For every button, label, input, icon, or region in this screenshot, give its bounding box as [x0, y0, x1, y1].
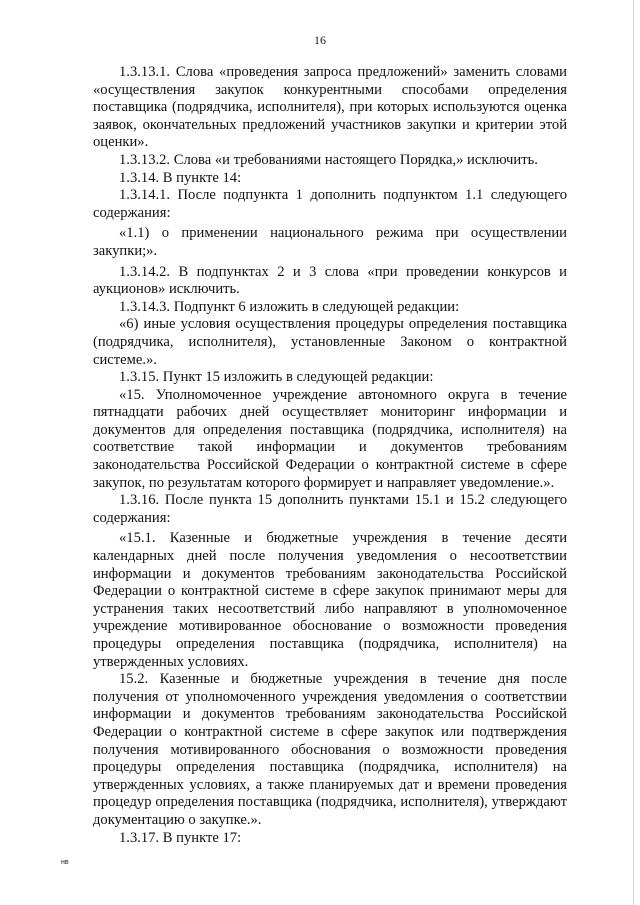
quoted-point-15: «15. Уполномоченное учреждение автономного округа в течение пятнадцати рабочих дней осуществляет мониторинг информации и документов для определения поставщика (подрядчика, исполнителя) на соответствие такой информации и документов требованиям законодательства Российской Федерации о контрактной системе в сфере закупок, по результатам которого формирует и направляет уведомление.». — [93, 386, 567, 491]
quoted-subpoint-6: «6) иные условия осуществления процедуры определения поставщика (подрядчика, исполнителя), установленные Законом о контрактной системе.». — [93, 316, 567, 368]
paragraph-1-3-14: 1.3.14. В пункте 14: — [119, 169, 242, 186]
quoted-point-15-1: «15.1. Казенные и бюджетные учреждения в течение десяти календарных дней после получения уведомления о несоответствии информации и документов требованиям законодательства Российской Федерации о контрактной системе в сфере закупок принимают меры для устранения таких несоответствий либо направляют в уполномоченное учреждение мотивированное обоснование о возможности проведения процедуры определения поставщика (подрядчика, исполнителя) на утвержденных условиях. — [93, 530, 567, 670]
paragraph-1-3-13-2: 1.3.13.2. Слова «и требованиями настоящего Порядка,» исключить. — [119, 151, 538, 168]
paragraph-1-3-14-1: 1.3.14.1. После подпункта 1 дополнить подпунктом 1.1 следующего содержания: — [93, 187, 567, 221]
page-number: 16 — [314, 33, 326, 47]
scan-edge-line — [633, 0, 634, 905]
paragraph-1-3-15: 1.3.15. Пункт 15 изложить в следующей редакции: — [119, 369, 434, 386]
paragraph-1-3-14-2: 1.3.14.2. В подпунктах 2 и 3 слова «при проведении конкурсов и аукционов» исключить. — [93, 263, 567, 298]
paragraph-1-3-17: 1.3.17. В пункте 17: — [119, 829, 242, 846]
quoted-point-15-2: 15.2. Казенные и бюджетные учреждения в течение дня после получения от уполномоченного учреждения уведомления о соответствии информации и документов требованиям законодательства Российской Федерации о контрактной системе в сфере закупок или подтверждения получения мотивированного обоснования о возможности проведения процедуры определения поставщика (подрядчика, исполнителя) на утвержденных условиях, а также планируемых дат и времени проведения процедур определения поставщика (подрядчика, исполнителя), утверждают документацию о закупке.». — [93, 671, 567, 828]
paragraph-1-3-14-3: 1.3.14.3. Подпункт 6 изложить в следующей редакции: — [119, 298, 460, 315]
document-body — [93, 64, 567, 847]
paragraph-1-3-16: 1.3.16. После пункта 15 дополнить пунктами 15.1 и 15.2 следующего содержания: — [93, 492, 567, 526]
quoted-subpoint-1-1: «1.1) о применении национального режима при осуществлении закупки;». — [93, 225, 567, 259]
paragraph-1-3-13-1: 1.3.13.1. Слова «проведения запроса предложений» заменить словами «осуществления закупок конкурентными способами определения поставщика (подрядчика, исполнителя), при которых используются оценка заявок, окончательных предложений участников закупки и критерии этой оценки». — [93, 64, 567, 151]
footer-mark: нв — [61, 859, 69, 866]
